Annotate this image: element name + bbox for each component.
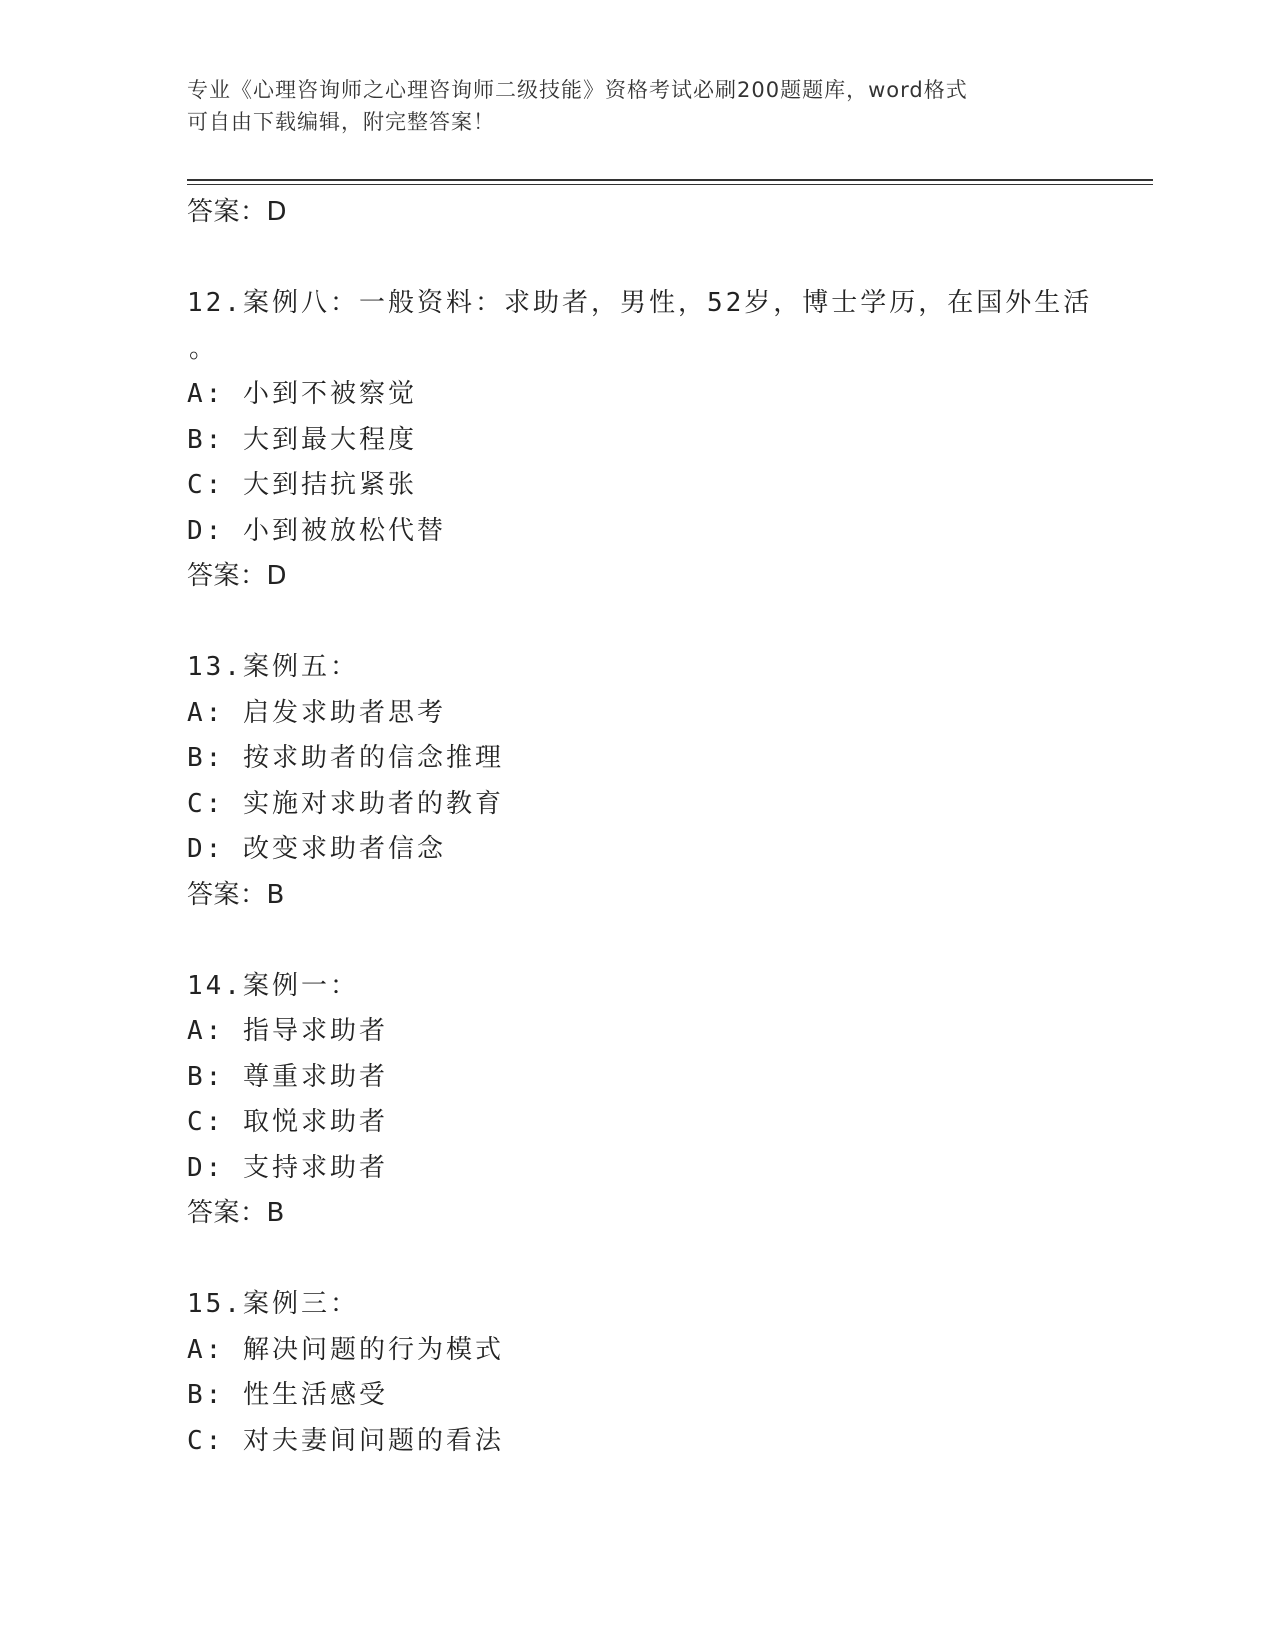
question-stem: 14.案例一：: [187, 970, 359, 1001]
option-b: B: 尊重求助者: [187, 1061, 388, 1092]
question-stem-continuation: 。: [189, 333, 219, 364]
option-d: D: 小到被放松代替: [187, 515, 446, 546]
header-title-line-1: 专业《心理咨询师之心理咨询师二级技能》资格考试必刷200题题库，word格式: [187, 78, 968, 102]
option-b: B: 性生活感受: [187, 1380, 388, 1410]
spacer: [187, 236, 1087, 282]
option-b: B: 大到最大程度: [187, 424, 417, 455]
option-d: D: 支持求助者: [187, 1152, 388, 1183]
option-a: A: 指导求助者: [187, 1016, 388, 1046]
question-stem: 13.案例五：: [187, 652, 359, 682]
header-divider-thin: [187, 184, 1153, 185]
header-title-line-2: 可自由下载编辑，附完整答案！: [187, 110, 495, 134]
answer-label: 答案：B: [187, 1198, 285, 1228]
question-stem: 12.案例八：一般资料：求助者，男性，52岁，博士学历，在国外生活: [187, 288, 1093, 318]
question-block-14: [187, 964, 1087, 1237]
spacer: [187, 918, 1087, 964]
option-a: A: 小到不被察觉: [187, 379, 417, 409]
option-a: A: 启发求助者思考: [187, 697, 446, 728]
question-list: [187, 190, 1093, 1464]
previous-answer: 答案：D: [187, 197, 288, 227]
option-c: C: 大到拮抗紧张: [187, 470, 417, 500]
question-block-12: [187, 281, 1093, 600]
answer-label: 答案：D: [187, 561, 288, 591]
spacer: [187, 1237, 1087, 1283]
spacer: [187, 600, 1087, 646]
question-stem: 15.案例三：: [187, 1289, 359, 1319]
option-b: B: 按求助者的信念推理: [187, 743, 504, 773]
option-c: C: 取悦求助者: [187, 1107, 388, 1137]
option-c: C: 实施对求助者的教育: [187, 788, 504, 819]
header-divider-thick: [187, 179, 1153, 181]
option-d: D: 改变求助者信念: [187, 834, 446, 864]
answer-label: 答案：B: [187, 879, 285, 910]
document-header: [187, 74, 1087, 138]
question-block-15: [187, 1282, 1087, 1464]
option-a: A: 解决问题的行为模式: [187, 1334, 504, 1365]
question-block-13: [187, 645, 1087, 918]
option-c: C: 对夫妻间问题的看法: [187, 1425, 504, 1456]
